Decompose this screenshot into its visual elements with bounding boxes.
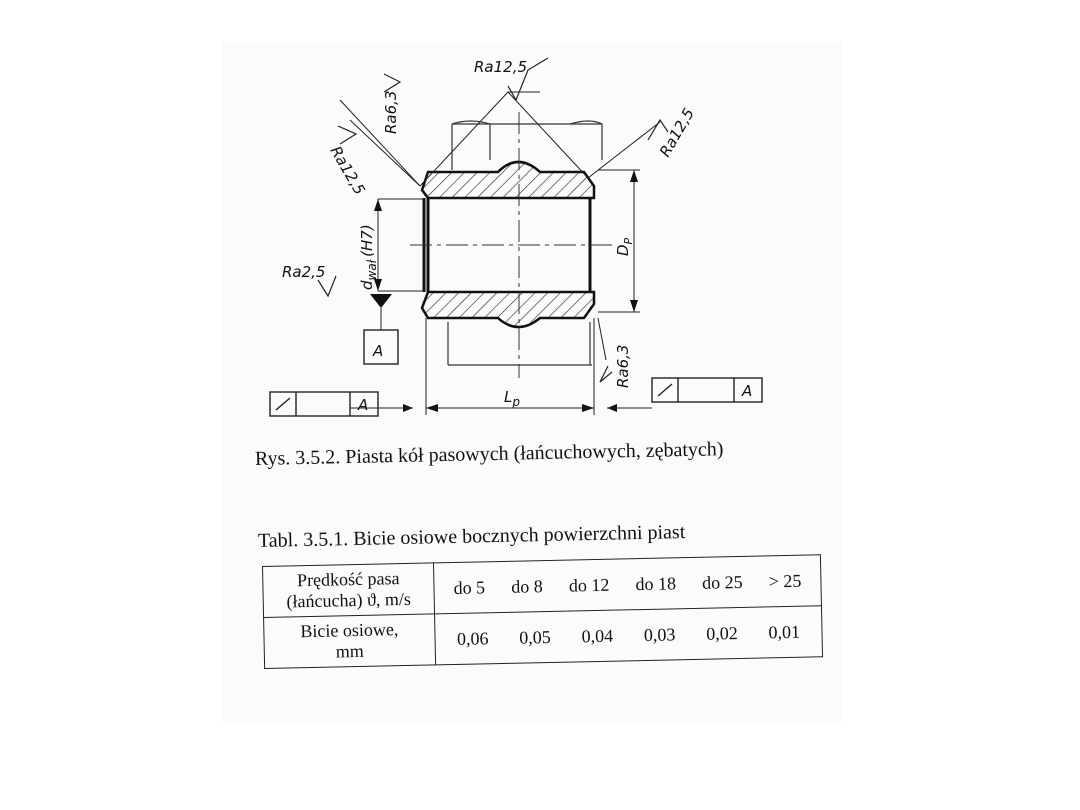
roughness-label-upper-right: Ra12,5 — [655, 105, 698, 160]
center-lines — [410, 112, 612, 378]
datum-letter: A — [373, 342, 384, 360]
runout-left-datum-letter: A — [358, 396, 369, 414]
roughness-symbols — [318, 58, 668, 382]
roughness-label-top: Ra12,5 — [474, 58, 528, 76]
runout-header-line2: mm — [335, 640, 365, 662]
runout-value: 0,05 — [519, 626, 551, 648]
hub-section-top — [422, 162, 594, 198]
outer-diameter-label: $D_P$ — [614, 237, 635, 256]
runout-value: 0,01 — [768, 621, 801, 642]
wheel-outline — [448, 121, 602, 365]
speed-value: do 18 — [635, 572, 677, 594]
roughness-label-upper-left: Ra6,3 — [382, 90, 400, 134]
roughness-label-lower-right: Ra6,3 — [614, 344, 632, 388]
speed-value: do 25 — [701, 571, 743, 593]
speed-values-cell — [433, 555, 821, 614]
speed-header-line1: Prędkość pasa — [296, 568, 400, 591]
roughness-label-left: Ra12,5 — [326, 143, 369, 198]
runout-table — [262, 554, 823, 669]
table-title: Tabl. 3.5.1. Bicie osiowe bocznych powierzchni piast — [257, 521, 686, 552]
runout-header-cell — [264, 614, 436, 669]
speed-value: do 5 — [453, 576, 486, 598]
figure-caption: Rys. 3.5.2. Piasta kół pasowych (łańcuchowych, zębatych) — [254, 438, 724, 470]
runout-value: 0,02 — [706, 622, 738, 644]
runout-header-line1: Bicie osiowe, — [300, 619, 399, 642]
hub-length-label: $L_p$ — [504, 388, 520, 409]
runout-right-datum-letter: A — [742, 382, 753, 400]
bore-diameter-label: $d_{wał}(H7)$ — [358, 224, 379, 290]
speed-value: > 25 — [768, 570, 802, 591]
dimension-lines — [340, 92, 660, 415]
speed-value: do 12 — [568, 574, 610, 596]
runout-value: 0,04 — [581, 625, 614, 646]
roughness-label-bore: Ra2,5 — [282, 263, 326, 281]
speed-header-line2: (łańcucha) ϑ, m/s — [286, 588, 412, 612]
runout-value: 0,03 — [643, 623, 676, 645]
speed-value: do 8 — [510, 575, 543, 597]
runout-value: 0,06 — [456, 627, 489, 649]
runout-values-cell — [435, 606, 823, 665]
hub-section-bottom — [422, 292, 594, 327]
speed-header-cell — [263, 563, 435, 618]
